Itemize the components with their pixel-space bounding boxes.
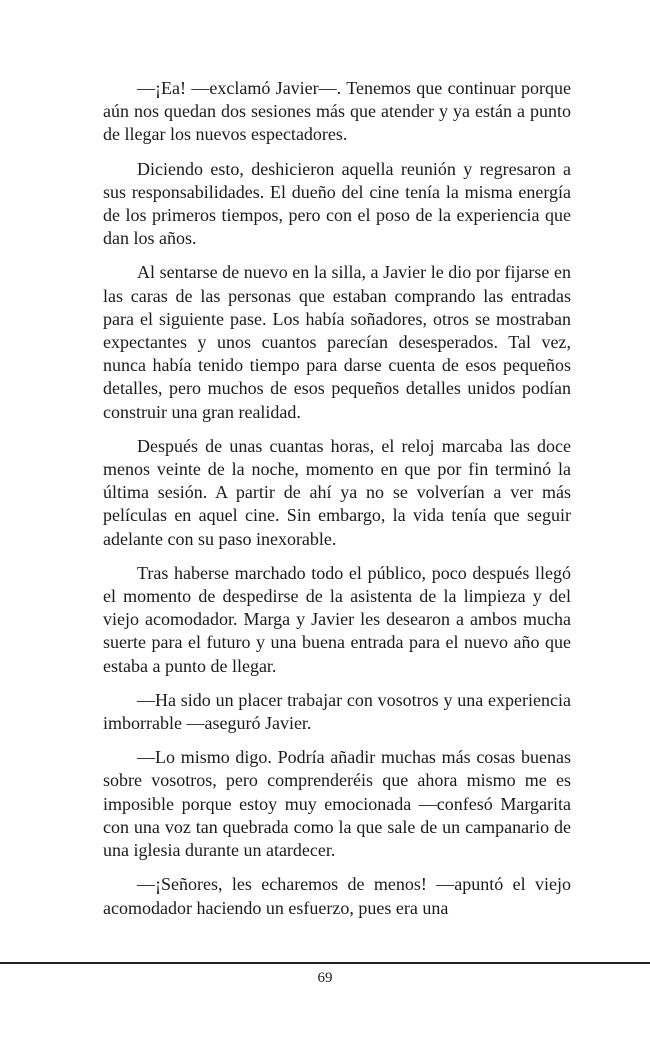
paragraph: Diciendo esto, deshicieron aquella reunión y regresaron a sus responsabilidades. El dueño del cine tenía la misma energía de los primeros tiempos, pero con el poso de la experiencia que dan los años.	[103, 158, 571, 249]
body-text	[103, 77, 571, 931]
paragraph: —¡Ea! —exclamó Javier—. Tenemos que continuar porque aún nos quedan dos sesiones más que atender y ya están a punto de llegar los nuevos espectadores.	[103, 78, 571, 145]
paragraph: —¡Señores, les echaremos de menos! —apuntó el viejo acomodador haciendo un esfuerzo, pues era una	[103, 874, 571, 918]
footer-divider	[0, 962, 650, 964]
paragraph: Al sentarse de nuevo en la silla, a Javier le dio por fijarse en las caras de las personas que estaban comprando las entradas para el siguiente pase. Los había soñadores, otros se mostraban expectantes y unos cuantos parecían desesperados. Tal vez, nunca había tenido tiempo para darse cuenta de esos pequeños detalles, pero muchos de esos pequeños detalles unidos podían construir una gran realidad.	[103, 262, 571, 422]
paragraph: —Ha sido un placer trabajar con vosotros y una experiencia imborrable —aseguró Javier.	[103, 689, 571, 734]
page-number: 69	[317, 970, 333, 986]
paragraph: Tras haberse marchado todo el público, poco después llegó el momento de despedirse de la asistenta de la limpieza y del viejo acomodador. Marga y Javier les desearon a ambos mucha suerte para el futuro y una buena entrada para el nuevo año que estaba a punto de llegar.	[103, 562, 571, 676]
paragraph: —Lo mismo digo. Podría añadir muchas más cosas buenas sobre vosotros, pero comprenderéis que ahora mismo me es imposible porque estoy muy emocionada —confesó Margarita con una voz tan quebrada como la que sale de un campanario de una iglesia durante un atardecer.	[103, 747, 571, 861]
paragraph: Después de unas cuantas horas, el reloj marcaba las doce menos veinte de la noche, momento en que por fin terminó la última sesión. A partir de ahí ya no se volverían a ver más películas en aquel cine. Sin embargo, la vida tenía que seguir adelante con su paso inexorable.	[103, 435, 571, 549]
